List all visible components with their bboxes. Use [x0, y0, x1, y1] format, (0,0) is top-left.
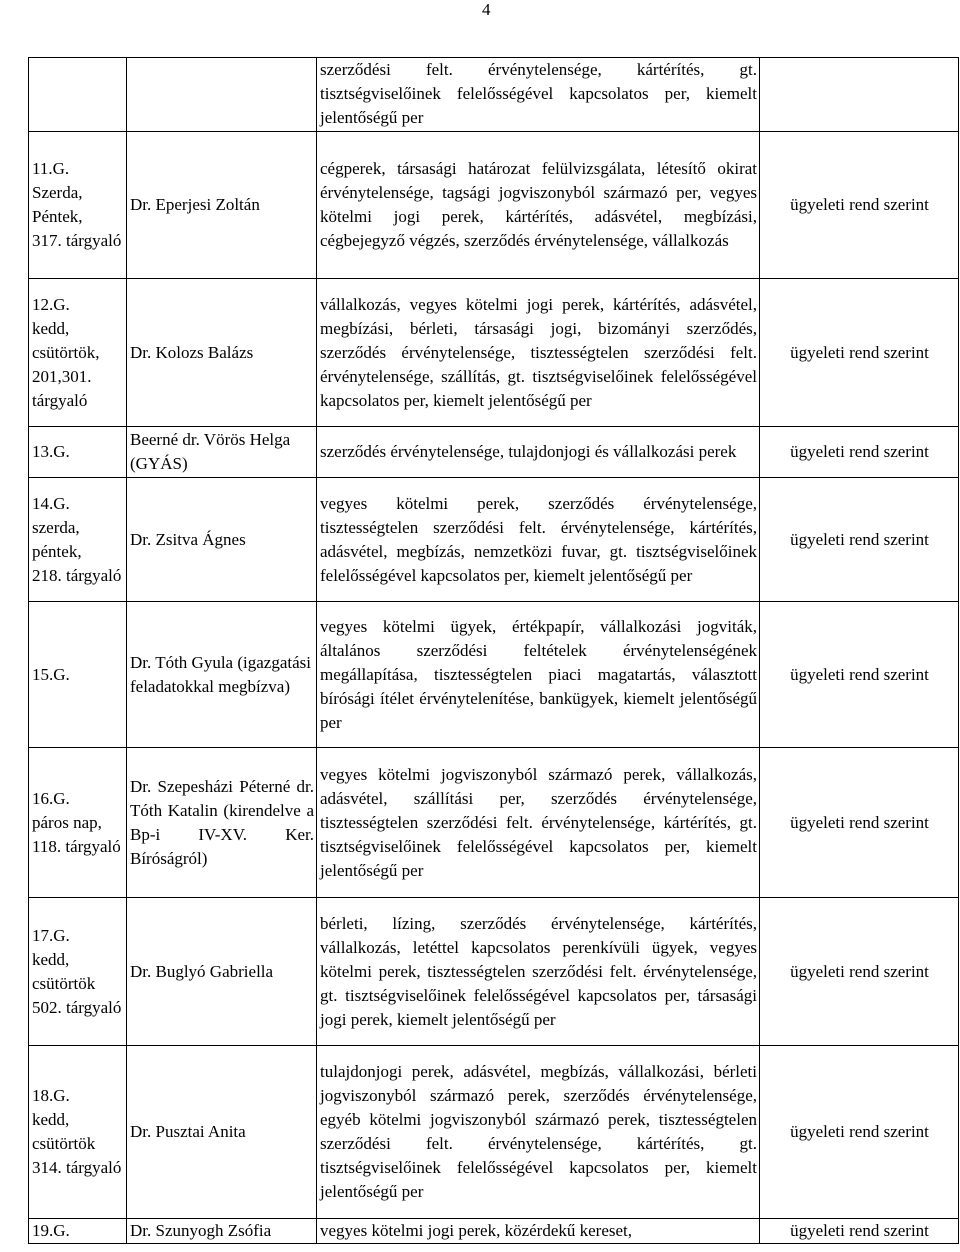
case-types-cell: vállalkozás, vegyes kötelmi jogi perek, kártérítés, adásvétel, megbízási, bérleti, társasági jogi, bizományi szerződés, szerződés érvénytelensége, tisztességtelen szerződési felt. érvénytelensége, szállítás, gt. tisztségviselőinek felelősségével kapcsolatos per, kiemelt jelentőségű per	[317, 279, 760, 427]
judge-cell: Dr. Pusztai Anita	[127, 1046, 317, 1219]
judge-cell: Dr. Buglyó Gabriella	[127, 898, 317, 1046]
judge-cell: Dr. Szepesházi Péterné dr. Tóth Katalin (kirendelve a Bp-i IV-XV. Ker. Bíróságról)	[127, 748, 317, 898]
room-cell: 15.G.	[29, 602, 127, 748]
duty-cell: ügyeleti rend szerint	[760, 1219, 959, 1244]
room-cell: 12.G. kedd, csütörtök, 201,301. tárgyaló	[29, 279, 127, 427]
room-cell: 19.G.	[29, 1219, 127, 1244]
room-cell: 17.G. kedd, csütörtök 502. tárgyaló	[29, 898, 127, 1046]
judge-cell: Dr. Eperjesi Zoltán	[127, 132, 317, 279]
duty-cell: ügyeleti rend szerint	[760, 279, 959, 427]
table-row	[29, 748, 959, 898]
duty-cell: ügyeleti rend szerint	[760, 132, 959, 279]
case-types-cell: vegyes kötelmi jogviszonyból származó perek, vállalkozás, adásvétel, szállítási per, szerződés érvénytelensége, tisztességtelen szerződési felt. érvénytelensége, kártérítés, gt. tisztségviselőinek felelősségével kapcsolatos per, kiemelt jelentőségű per	[317, 748, 760, 898]
case-types-cell: szerződés érvénytelensége, tulajdonjogi és vállalkozási perek	[317, 427, 760, 478]
room-cell: 13.G.	[29, 427, 127, 478]
duty-cell: ügyeleti rend szerint	[760, 898, 959, 1046]
table-row	[29, 279, 959, 427]
case-types-cell: cégperek, társasági határozat felülvizsgálata, létesítő okirat érvénytelensége, tagsági jogviszonyból származó per, vegyes kötelmi jogi perek, kártérítés, adásvétel, megbízási, cégbejegyző végzés, szerződés érvénytelensége, vállalkozás	[317, 132, 760, 279]
judge-cell	[127, 58, 317, 132]
judge-cell: Dr. Kolozs Balázs	[127, 279, 317, 427]
case-types-cell: vegyes kötelmi ügyek, értékpapír, vállalkozási jogviták, általános szerződési feltételek érvénytelenségének megállapítása, tisztességtelen piaci magatartás, választott bírósági ítélet érvénytelenítése, bankügyek, kiemelt jelentőségű per	[317, 602, 760, 748]
duty-cell: ügyeleti rend szerint	[760, 602, 959, 748]
case-types-cell: tulajdonjogi perek, adásvétel, megbízás, vállalkozási, bérleti jogviszonyból származó perek, szerződés érvénytelensége, egyéb kötelmi jogviszonyból származó perek, tisztességtelen szerződési felt. érvénytelensége, kártérítés, gt. tisztségviselőinek felelősségével kapcsolatos per, kiemelt jelentőségű per	[317, 1046, 760, 1219]
duty-cell: ügyeleti rend szerint	[760, 1046, 959, 1219]
duty-cell	[760, 58, 959, 132]
table-row	[29, 58, 959, 132]
case-types-cell: bérleti, lízing, szerződés érvénytelensége, kártérítés, vállalkozás, letéttel kapcsolatos perenkívüli ügyek, vegyes kötelmi perek, tisztességtelen szerződési felt. érvénytelensége, gt. tisztségviselőinek felelősségével kapcsolatos per, társasági jogi perek, kiemelt jelentőségű per	[317, 898, 760, 1046]
table-row	[29, 478, 959, 602]
table-row	[29, 898, 959, 1046]
room-cell: 11.G. Szerda, Péntek, 317. tárgyaló	[29, 132, 127, 279]
table-row	[29, 602, 959, 748]
judge-cell: Dr. Tóth Gyula (igazgatási feladatokkal megbízva)	[127, 602, 317, 748]
table-row	[29, 1219, 959, 1244]
duty-cell: ügyeleti rend szerint	[760, 478, 959, 602]
duty-cell: ügyeleti rend szerint	[760, 748, 959, 898]
judge-cell: Dr. Szunyogh Zsófia	[127, 1219, 317, 1244]
table-row	[29, 427, 959, 478]
room-cell: 18.G. kedd, csütörtök 314. tárgyaló	[29, 1046, 127, 1219]
judge-cell: Dr. Zsitva Ágnes	[127, 478, 317, 602]
room-cell	[29, 58, 127, 132]
judge-cell: Beerné dr. Vörös Helga (GYÁS)	[127, 427, 317, 478]
court-schedule-table	[28, 57, 959, 1244]
table-row	[29, 1046, 959, 1219]
duty-cell: ügyeleti rend szerint	[760, 427, 959, 478]
room-cell: 14.G. szerda, péntek, 218. tárgyaló	[29, 478, 127, 602]
page-number: 4	[482, 0, 491, 19]
case-types-cell: szerződési felt. érvénytelensége, kártérítés, gt. tisztségviselőinek felelősségével kapcsolatos per, kiemelt jelentőségű per	[317, 58, 760, 132]
case-types-cell: vegyes kötelmi perek, szerződés érvénytelensége, tisztességtelen szerződési felt. érvénytelensége, kártérítés, adásvétel, megbízás, nemzetközi fuvar, gt. tisztségviselőinek felelősségével kapcsolatos per, kiemelt jelentőségű per	[317, 478, 760, 602]
case-types-cell: vegyes kötelmi jogi perek, közérdekű kereset,	[317, 1219, 760, 1244]
room-cell: 16.G. páros nap, 118. tárgyaló	[29, 748, 127, 898]
table-row	[29, 132, 959, 279]
